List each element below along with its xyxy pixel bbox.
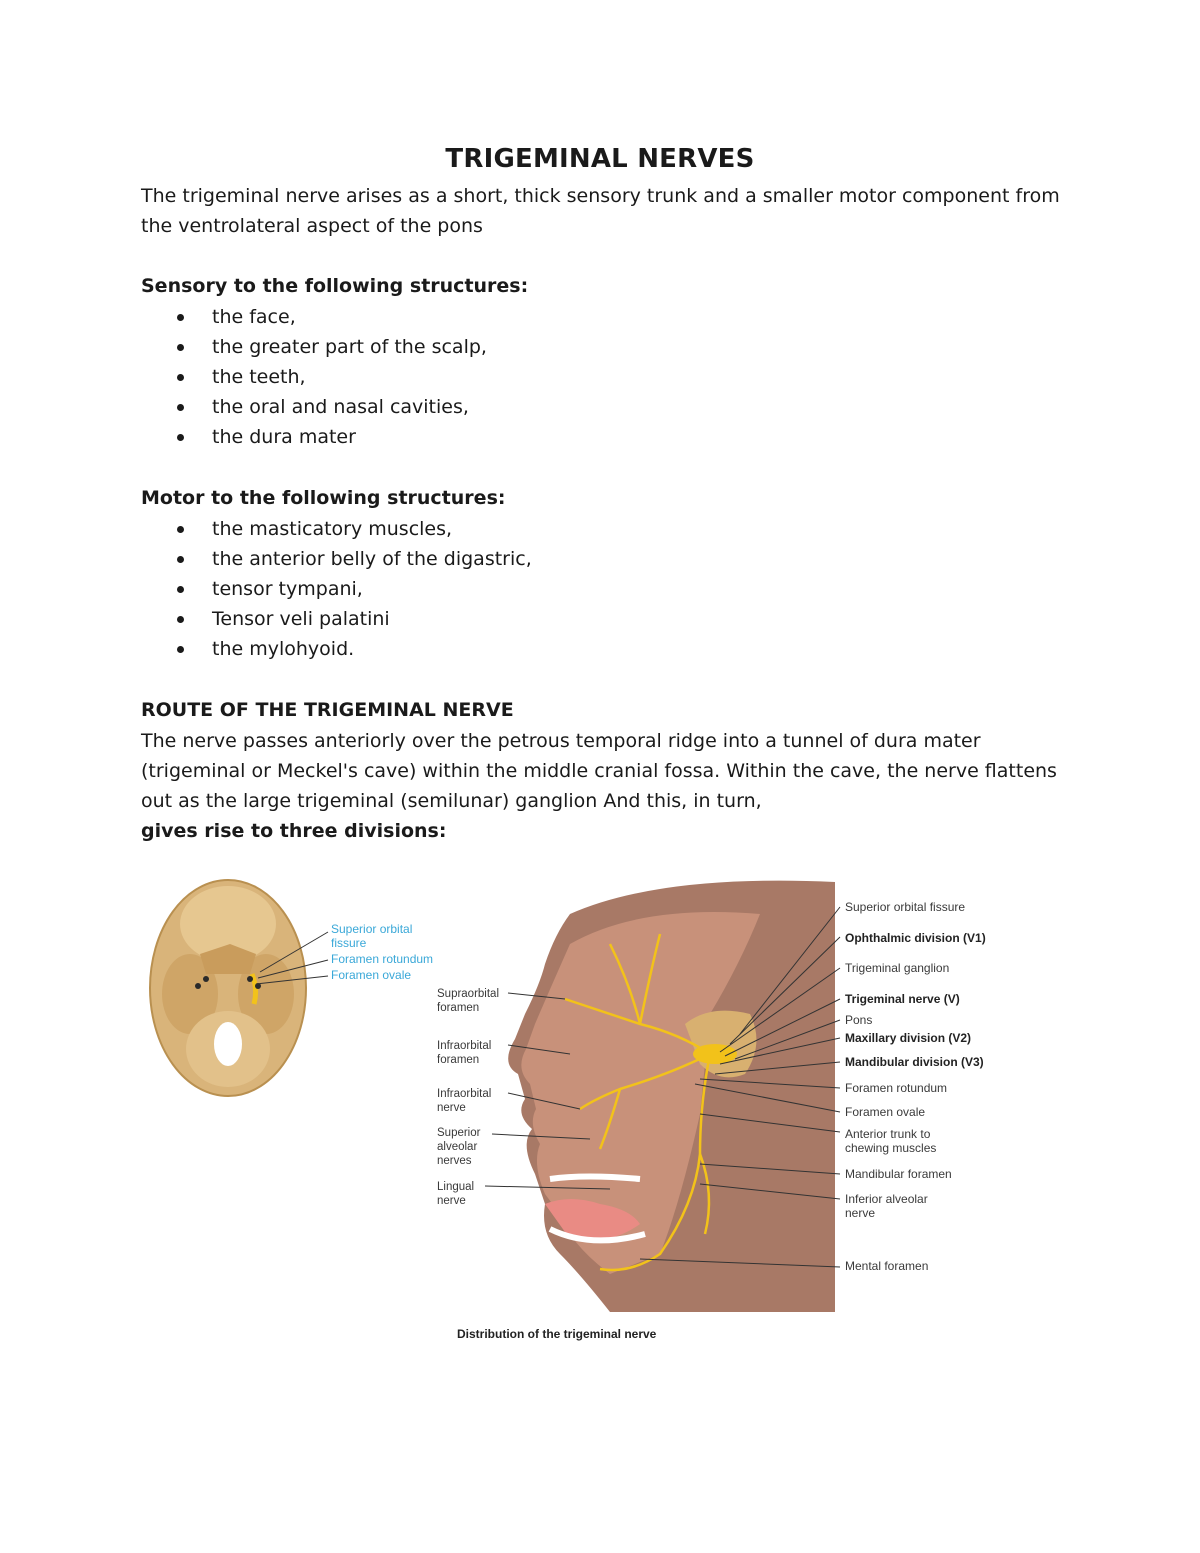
face-left-label: nerve <box>437 1102 466 1114</box>
face-left-label: alveolar <box>437 1141 478 1153</box>
list-item: the dura mater <box>141 422 487 452</box>
page-title: TRIGEMINAL NERVES <box>445 144 755 174</box>
list-item: the teeth, <box>141 362 487 392</box>
list-item: the anterior belly of the digastric, <box>141 544 532 574</box>
face-right-label: Foramen ovale <box>845 1105 926 1119</box>
list-item: the greater part of the scalp, <box>141 332 487 362</box>
sensory-heading: Sensory to the following structures: <box>141 275 529 297</box>
face-left-label: nerve <box>437 1195 466 1207</box>
skull-label: Superior orbital <box>331 922 413 936</box>
skull-base-illustration <box>150 880 328 1096</box>
list-item: the masticatory muscles, <box>141 514 532 544</box>
face-illustration <box>508 881 835 1312</box>
face-right-label: Mandibular division (V3) <box>845 1055 984 1069</box>
face-right-label: Inferior alveolar <box>845 1192 928 1206</box>
face-left-label: Supraorbital <box>437 988 500 1000</box>
motor-list <box>141 514 532 664</box>
face-right-label: nerve <box>845 1206 876 1220</box>
route-paragraph <box>141 726 1071 846</box>
face-right-label: Superior orbital fissure <box>845 900 966 914</box>
list-item: the oral and nasal cavities, <box>141 392 487 422</box>
face-right-label: Anterior trunk to <box>845 1127 931 1141</box>
face-right-label: Pons <box>845 1013 873 1027</box>
list-item: Tensor veli palatini <box>141 604 532 634</box>
route-text-bold: gives rise to three divisions: <box>141 820 447 842</box>
skull-label: Foramen rotundum <box>331 952 434 966</box>
face-right-label: Maxillary division (V2) <box>845 1031 972 1045</box>
list-item: the face, <box>141 302 487 332</box>
intro-paragraph: The trigeminal nerve arises as a short, thick sensory trunk and a smaller motor component from the ventrolateral aspect of the pons <box>141 185 1060 237</box>
face-right-label: Trigeminal nerve (V) <box>845 992 960 1006</box>
skull-label: Foramen ovale <box>331 968 412 982</box>
face-left-label: Infraorbital <box>437 1088 492 1100</box>
face-left-label: Superior <box>437 1127 481 1139</box>
face-right-label: chewing muscles <box>845 1141 937 1155</box>
face-right-label: Trigeminal ganglion <box>845 961 950 975</box>
face-left-label: foramen <box>437 1002 480 1014</box>
route-heading: ROUTE OF THE TRIGEMINAL NERVE <box>141 699 514 721</box>
face-right-label: Ophthalmic division (V1) <box>845 931 986 945</box>
list-item: tensor tympani, <box>141 574 532 604</box>
face-left-label: nerves <box>437 1155 472 1167</box>
face-right-label: Foramen rotundum <box>845 1081 948 1095</box>
figure-caption: Distribution of the trigeminal nerve <box>457 1327 657 1341</box>
motor-heading: Motor to the following structures: <box>141 487 506 509</box>
face-right-label: Mental foramen <box>845 1259 929 1273</box>
face-left-label: Infraorbital <box>437 1040 492 1052</box>
face-left-label: foramen <box>437 1054 480 1066</box>
sensory-list <box>141 302 487 452</box>
list-item: the mylohyoid. <box>141 634 532 664</box>
face-right-label: Mandibular foramen <box>845 1167 952 1181</box>
route-text: The nerve passes anteriorly over the petrous temporal ridge into a tunnel of dura mater (trigeminal or Meckel's cave) within the middle cranial fossa. Within the cave, the nerve flattens out as the large trigeminal (semilunar) ganglion And this, in turn, <box>141 730 1057 812</box>
trigeminal-figure <box>140 874 1060 1354</box>
face-left-label: Lingual <box>437 1181 475 1193</box>
skull-label: fissure <box>331 936 367 950</box>
